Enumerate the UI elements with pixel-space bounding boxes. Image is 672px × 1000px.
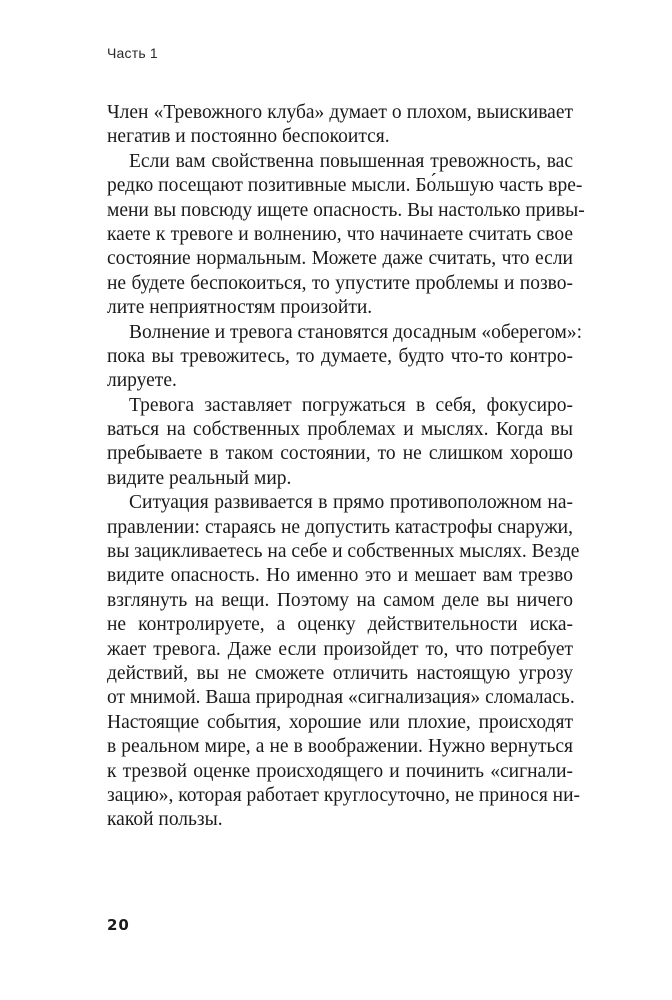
text-line: действий, вы не сможете отличить настоящую угрозу — [107, 662, 573, 684]
text-line: к трезвой оценке происходящего и починить «сигнали- — [107, 760, 573, 782]
text-line: какой пользы. — [107, 809, 223, 831]
text-line: пока вы тревожитесь, то думаете, будто что-то контро- — [107, 345, 573, 367]
text-line: Если вам свойственна повышенная тревожность, вас — [129, 150, 573, 172]
body-text — [107, 101, 585, 833]
text-line: вы зацикливаетесь на себе и собственных мыслях. Везде — [107, 541, 580, 563]
text-line: Ситуация развивается в прямо противоположном на- — [129, 492, 573, 514]
paragraph — [107, 394, 573, 492]
text-line: видите опасность. Но именно это и мешает вам трезво — [107, 565, 573, 587]
text-line: состояние нормальным. Можете даже считать, что если — [107, 248, 573, 270]
page-number: 20 — [107, 916, 130, 934]
paragraph — [107, 150, 585, 321]
text-line: пребываете в таком состоянии, то не слишком хорошо — [107, 443, 573, 465]
text-line: не контролируете, а оценку действительности иска- — [107, 614, 573, 636]
text-line: Волнение и тревога становятся досадным «оберегом»: — [129, 321, 582, 343]
text-line: лируете. — [107, 370, 177, 392]
text-line: негатив и постоянно беспокоится. — [107, 126, 390, 148]
text-line: мени вы повсюду ищете опасность. Вы настолько привы- — [107, 199, 585, 221]
text-line: ваться на собственных проблемах и мыслях. Когда вы — [107, 419, 573, 441]
text-line: каете к тревоге и волнению, что начинаете считать свое — [107, 223, 573, 245]
text-line: не будете беспокоиться, то упустите проблемы и позво- — [107, 272, 573, 294]
text-line: редко посещают позитивные мысли. Бо́льшую часть вре- — [107, 175, 583, 197]
text-line: в реальном мире, а не в воображении. Нужно вернуться — [107, 736, 573, 758]
text-line: правлении: стараясь не допустить катастрофы снаружи, — [107, 516, 573, 538]
text-line: взглянуть на вещи. Поэтому на самом деле вы ничего — [107, 589, 573, 611]
text-line: от мнимой. Ваша природная «сигнализация» сломалась. — [107, 687, 575, 709]
paragraph — [107, 321, 582, 394]
text-line: Тревога заставляет погружаться в себя, фокусиро- — [129, 394, 573, 416]
text-line: Настоящие события, хорошие или плохие, происходят — [107, 711, 573, 733]
text-line: лите неприятностям произойти. — [107, 297, 373, 319]
text-line: зацию», которая работает круглосуточно, не принося ни- — [107, 784, 581, 806]
text-line: видите реальный мир. — [107, 467, 292, 489]
paragraph — [107, 491, 581, 832]
text-line: жает тревога. Даже если произойдет то, что потребует — [107, 638, 573, 660]
text-line: Член «Тревожного клуба» думает о плохом, выискивает — [107, 102, 573, 123]
running-head: Часть 1 — [107, 45, 158, 61]
paragraph — [107, 101, 573, 150]
